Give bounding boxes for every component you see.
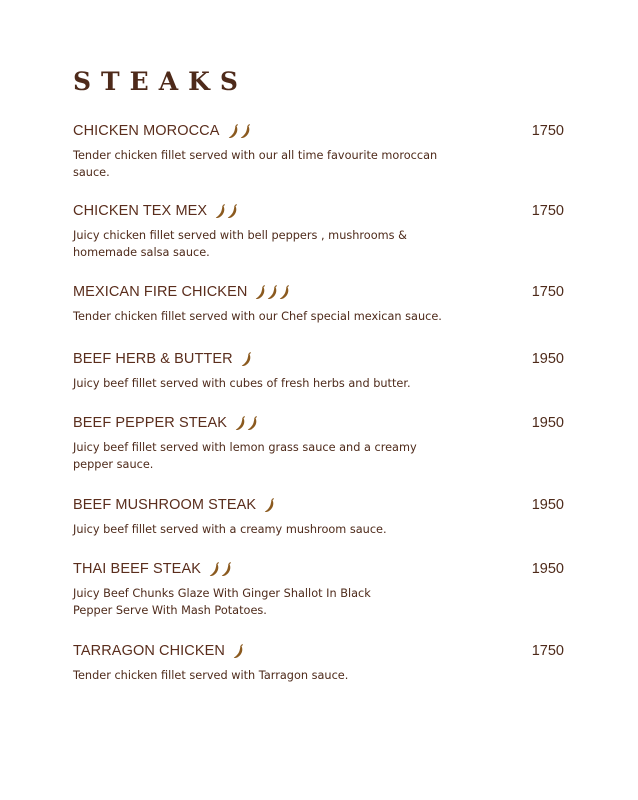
menu-item-price: 1950 [531, 351, 564, 367]
chili-pepper-icon [215, 204, 226, 219]
chili-pepper-icon [267, 285, 278, 300]
menu-item-price: 1750 [531, 203, 564, 219]
chili-pepper-icon [240, 124, 251, 139]
menu-item-price: 1950 [531, 415, 564, 431]
spice-indicator [241, 352, 252, 367]
chili-pepper-icon [227, 204, 238, 219]
page-title: STEAKS [73, 67, 248, 96]
menu-item [73, 349, 573, 392]
menu-item-description: Juicy chicken fillet served with bell peppers , mushrooms & homemade salsa sauce. [73, 229, 407, 259]
spice-indicator [228, 124, 251, 139]
chili-pepper-icon [221, 562, 232, 577]
menu-item-name: THAI BEEF STEAK [73, 561, 201, 577]
spice-indicator [235, 416, 258, 431]
menu-item-description: Juicy beef fillet served with cubes of fresh herbs and butter. [73, 377, 411, 390]
menu-item-price: 1750 [531, 123, 564, 139]
menu-item [73, 641, 573, 684]
menu-item-description: Juicy Beef Chunks Glaze With Ginger Shallot In Black Pepper Serve With Mash Potatoes. [73, 587, 371, 617]
chili-pepper-icon [264, 498, 275, 513]
menu-item-name: BEEF HERB & BUTTER [73, 351, 233, 367]
menu-item-header [73, 641, 573, 661]
menu-item-header [73, 559, 573, 579]
chili-pepper-icon [235, 416, 246, 431]
menu-item-price: 1950 [531, 497, 564, 513]
spice-indicator [209, 562, 232, 577]
menu-item [73, 559, 573, 619]
menu-item-header [73, 495, 573, 515]
menu-item [73, 121, 573, 181]
menu-item-price: 1950 [531, 561, 564, 577]
menu-item-description: Juicy beef fillet served with a creamy mushroom sauce. [73, 523, 387, 536]
menu-item-price: 1750 [531, 643, 564, 659]
menu-item-header [73, 349, 573, 369]
menu-item [73, 413, 573, 473]
menu-item-name: BEEF PEPPER STEAK [73, 415, 227, 431]
spice-indicator [233, 644, 244, 659]
menu-item-description: Tender chicken fillet served with our all time favourite moroccan sauce. [73, 149, 438, 179]
menu-item-header [73, 413, 573, 433]
menu-item [73, 495, 573, 538]
chili-pepper-icon [228, 124, 239, 139]
menu-item-name: CHICKEN TEX MEX [73, 203, 208, 219]
menu-item-name: MEXICAN FIRE CHICKEN [73, 284, 248, 300]
spice-indicator [264, 498, 275, 513]
chili-pepper-icon [209, 562, 220, 577]
menu-item-description: Tender chicken fillet served with Tarragon sauce. [73, 669, 349, 682]
menu-item-header [73, 201, 573, 221]
menu-item-header [73, 282, 573, 302]
menu-item-header [73, 121, 573, 141]
menu-item-description: Tender chicken fillet served with our Chef special mexican sauce. [73, 310, 442, 323]
chili-pepper-icon [255, 285, 266, 300]
menu-item-price: 1750 [531, 284, 564, 300]
menu-item [73, 282, 573, 325]
menu-item-name: BEEF MUSHROOM STEAK [73, 497, 257, 513]
chili-pepper-icon [233, 644, 244, 659]
chili-pepper-icon [247, 416, 258, 431]
menu-item [73, 201, 573, 261]
spice-indicator [215, 204, 238, 219]
spice-indicator [255, 285, 290, 300]
menu-item-name: CHICKEN MOROCCA [73, 123, 220, 139]
menu-item-description: Juicy beef fillet served with lemon grass sauce and a creamy pepper sauce. [73, 441, 417, 471]
chili-pepper-icon [241, 352, 252, 367]
chili-pepper-icon [279, 285, 290, 300]
menu-item-name: TARRAGON CHICKEN [73, 643, 225, 659]
